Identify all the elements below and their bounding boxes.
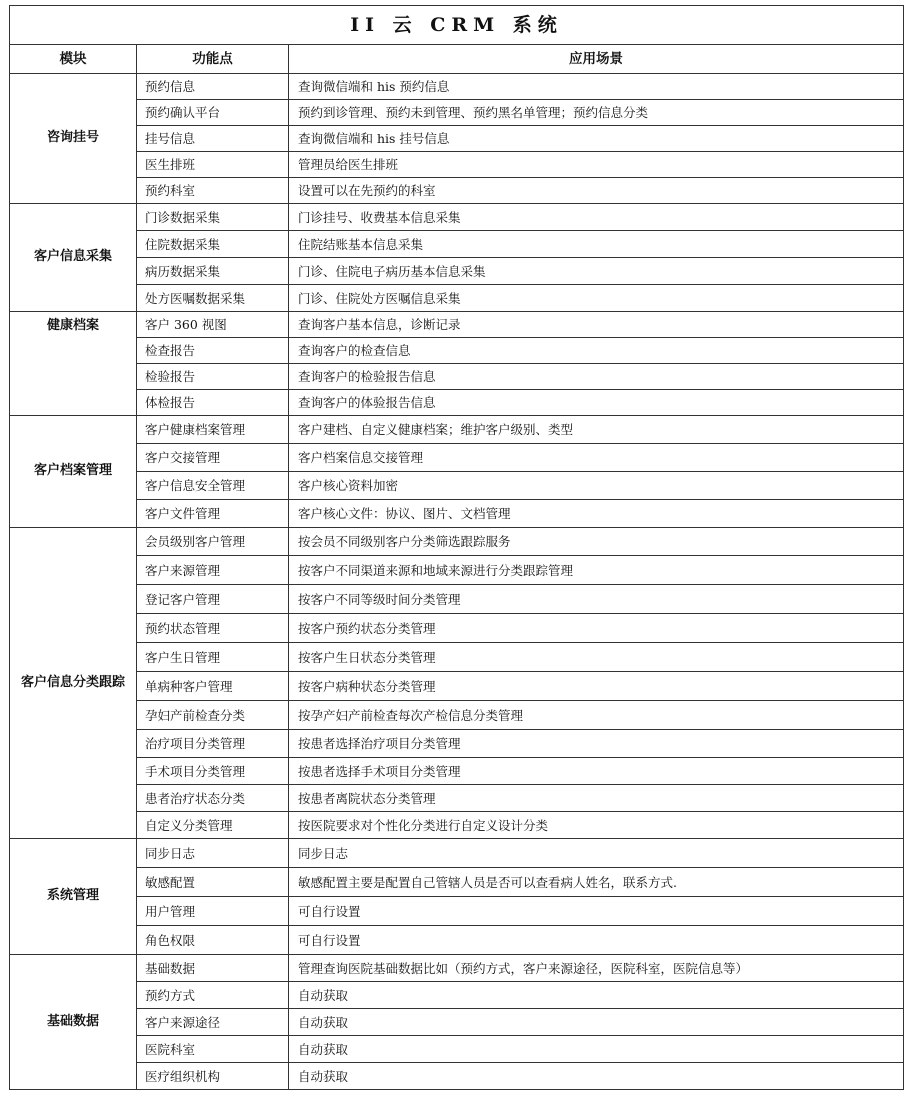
table-row: [10, 74, 904, 100]
feature-cell: 治疗项目分类管理: [137, 730, 289, 758]
scenario-cell: 预约到诊管理、预约未到管理、预约黑名单管理；预约信息分类: [289, 100, 904, 126]
header-module: 模块: [10, 45, 137, 74]
feature-cell: 客户交接管理: [137, 444, 289, 472]
scenario-cell: 设置可以在先预约的科室: [289, 178, 904, 204]
feature-cell: 预约科室: [137, 178, 289, 204]
table-row: [10, 258, 904, 285]
table-row: [10, 152, 904, 178]
scenario-cell: 按客户不同等级时间分类管理: [289, 585, 904, 614]
scenario-cell: 按会员不同级别客户分类筛选跟踪服务: [289, 528, 904, 556]
feature-cell: 客户健康档案管理: [137, 416, 289, 444]
table-row: [10, 126, 904, 152]
table-row: [10, 390, 904, 416]
feature-cell: 门诊数据采集: [137, 204, 289, 231]
feature-cell: 病历数据采集: [137, 258, 289, 285]
table-row: [10, 472, 904, 500]
scenario-cell: 住院结账基本信息采集: [289, 231, 904, 258]
table-row: [10, 897, 904, 926]
table-row: [10, 204, 904, 231]
table-row: [10, 178, 904, 204]
scenario-cell: 按客户不同渠道来源和地域来源进行分类跟踪管理: [289, 556, 904, 585]
scenario-cell: 查询微信端和 his 挂号信息: [289, 126, 904, 152]
table-row: [10, 585, 904, 614]
table-row: [10, 730, 904, 758]
feature-cell: 预约确认平台: [137, 100, 289, 126]
scenario-cell: 查询微信端和 his 预约信息: [289, 74, 904, 100]
table-row: [10, 614, 904, 643]
module-cell: 咨询挂号: [10, 74, 137, 204]
table-row: [10, 868, 904, 897]
scenario-cell: 自动获取: [289, 1063, 904, 1090]
scenario-cell: 客户档案信息交接管理: [289, 444, 904, 472]
feature-cell: 基础数据: [137, 955, 289, 982]
feature-cell: 用户管理: [137, 897, 289, 926]
header-feature: 功能点: [137, 45, 289, 74]
scenario-cell: 管理员给医生排班: [289, 152, 904, 178]
scenario-cell: 按医院要求对个性化分类进行自定义设计分类: [289, 812, 904, 839]
feature-cell: 角色权限: [137, 926, 289, 955]
crm-feature-table-frame: [9, 5, 903, 1090]
table-row: [10, 556, 904, 585]
table-row: [10, 785, 904, 812]
table-row: [10, 444, 904, 472]
scenario-cell: 按客户病种状态分类管理: [289, 672, 904, 701]
scenario-cell: 按孕产妇产前检查每次产检信息分类管理: [289, 701, 904, 730]
scenario-cell: 查询客户基本信息，诊断记录: [289, 312, 904, 338]
table-body: [10, 74, 904, 1090]
scenario-cell: 门诊挂号、收费基本信息采集: [289, 204, 904, 231]
scenario-cell: 客户核心文件：协议、图片、文档管理: [289, 500, 904, 528]
scenario-cell: 敏感配置主要是配置自己管辖人员是否可以查看病人姓名，联系方式.: [289, 868, 904, 897]
module-cell: 系统管理: [10, 839, 137, 955]
table-row: [10, 643, 904, 672]
scenario-cell: 查询客户的检查信息: [289, 338, 904, 364]
table-row: [10, 285, 904, 312]
feature-cell: 登记客户管理: [137, 585, 289, 614]
feature-cell: 处方医嘱数据采集: [137, 285, 289, 312]
scenario-cell: 客户建档、自定义健康档案；维护客户级别、类型: [289, 416, 904, 444]
scenario-cell: 自动获取: [289, 1036, 904, 1063]
feature-cell: 体检报告: [137, 390, 289, 416]
table-row: [10, 672, 904, 701]
table-row: [10, 1009, 904, 1036]
scenario-cell: 按客户预约状态分类管理: [289, 614, 904, 643]
scenario-cell: 查询客户的检验报告信息: [289, 364, 904, 390]
feature-cell: 医院科室: [137, 1036, 289, 1063]
module-cell: 客户信息分类跟踪: [10, 528, 137, 839]
table-row: [10, 500, 904, 528]
feature-cell: 住院数据采集: [137, 231, 289, 258]
table-row: [10, 926, 904, 955]
feature-cell: 客户来源管理: [137, 556, 289, 585]
feature-cell: 客户信息安全管理: [137, 472, 289, 500]
table-row: [10, 338, 904, 364]
feature-cell: 挂号信息: [137, 126, 289, 152]
scenario-cell: 按患者离院状态分类管理: [289, 785, 904, 812]
scenario-cell: 按客户生日状态分类管理: [289, 643, 904, 672]
table-row: [10, 812, 904, 839]
module-cell: 基础数据: [10, 955, 137, 1090]
feature-cell: 预约方式: [137, 982, 289, 1009]
scenario-cell: 门诊、住院电子病历基本信息采集: [289, 258, 904, 285]
feature-cell: 检查报告: [137, 338, 289, 364]
scenario-cell: 查询客户的体验报告信息: [289, 390, 904, 416]
table-row: [10, 231, 904, 258]
scenario-cell: 可自行设置: [289, 897, 904, 926]
feature-cell: 单病种客户管理: [137, 672, 289, 701]
header-scenario: 应用场景: [289, 45, 904, 74]
table-row: [10, 839, 904, 868]
feature-cell: 预约信息: [137, 74, 289, 100]
feature-cell: 客户 360 视图: [137, 312, 289, 338]
table-title: II 云 CRM 系统: [10, 6, 904, 45]
feature-cell: 同步日志: [137, 839, 289, 868]
table-row: [10, 1036, 904, 1063]
feature-cell: 医疗组织机构: [137, 1063, 289, 1090]
feature-cell: 孕妇产前检查分类: [137, 701, 289, 730]
table-row: [10, 100, 904, 126]
feature-cell: 预约状态管理: [137, 614, 289, 643]
table-row: [10, 312, 904, 338]
table-row: [10, 758, 904, 785]
table-row: [10, 364, 904, 390]
scenario-cell: 按患者选择手术项目分类管理: [289, 758, 904, 785]
crm-feature-table: [9, 5, 904, 1090]
table-row: [10, 528, 904, 556]
feature-cell: 敏感配置: [137, 868, 289, 897]
scenario-cell: 自动获取: [289, 1009, 904, 1036]
module-cell: 健康档案: [10, 312, 137, 416]
table-row: [10, 416, 904, 444]
scenario-cell: 同步日志: [289, 839, 904, 868]
table-row: [10, 955, 904, 982]
feature-cell: 客户生日管理: [137, 643, 289, 672]
table-row: [10, 701, 904, 730]
feature-cell: 手术项目分类管理: [137, 758, 289, 785]
feature-cell: 自定义分类管理: [137, 812, 289, 839]
scenario-cell: 客户核心资料加密: [289, 472, 904, 500]
feature-cell: 客户来源途径: [137, 1009, 289, 1036]
module-cell: 客户档案管理: [10, 416, 137, 528]
feature-cell: 医生排班: [137, 152, 289, 178]
scenario-cell: 自动获取: [289, 982, 904, 1009]
table-row: [10, 1063, 904, 1090]
feature-cell: 客户文件管理: [137, 500, 289, 528]
feature-cell: 检验报告: [137, 364, 289, 390]
scenario-cell: 可自行设置: [289, 926, 904, 955]
feature-cell: 会员级别客户管理: [137, 528, 289, 556]
module-cell: 客户信息采集: [10, 204, 137, 312]
scenario-cell: 管理查询医院基础数据比如（预约方式，客户来源途径，医院科室，医院信息等）: [289, 955, 904, 982]
scenario-cell: 按患者选择治疗项目分类管理: [289, 730, 904, 758]
scenario-cell: 门诊、住院处方医嘱信息采集: [289, 285, 904, 312]
table-row: [10, 982, 904, 1009]
feature-cell: 患者治疗状态分类: [137, 785, 289, 812]
